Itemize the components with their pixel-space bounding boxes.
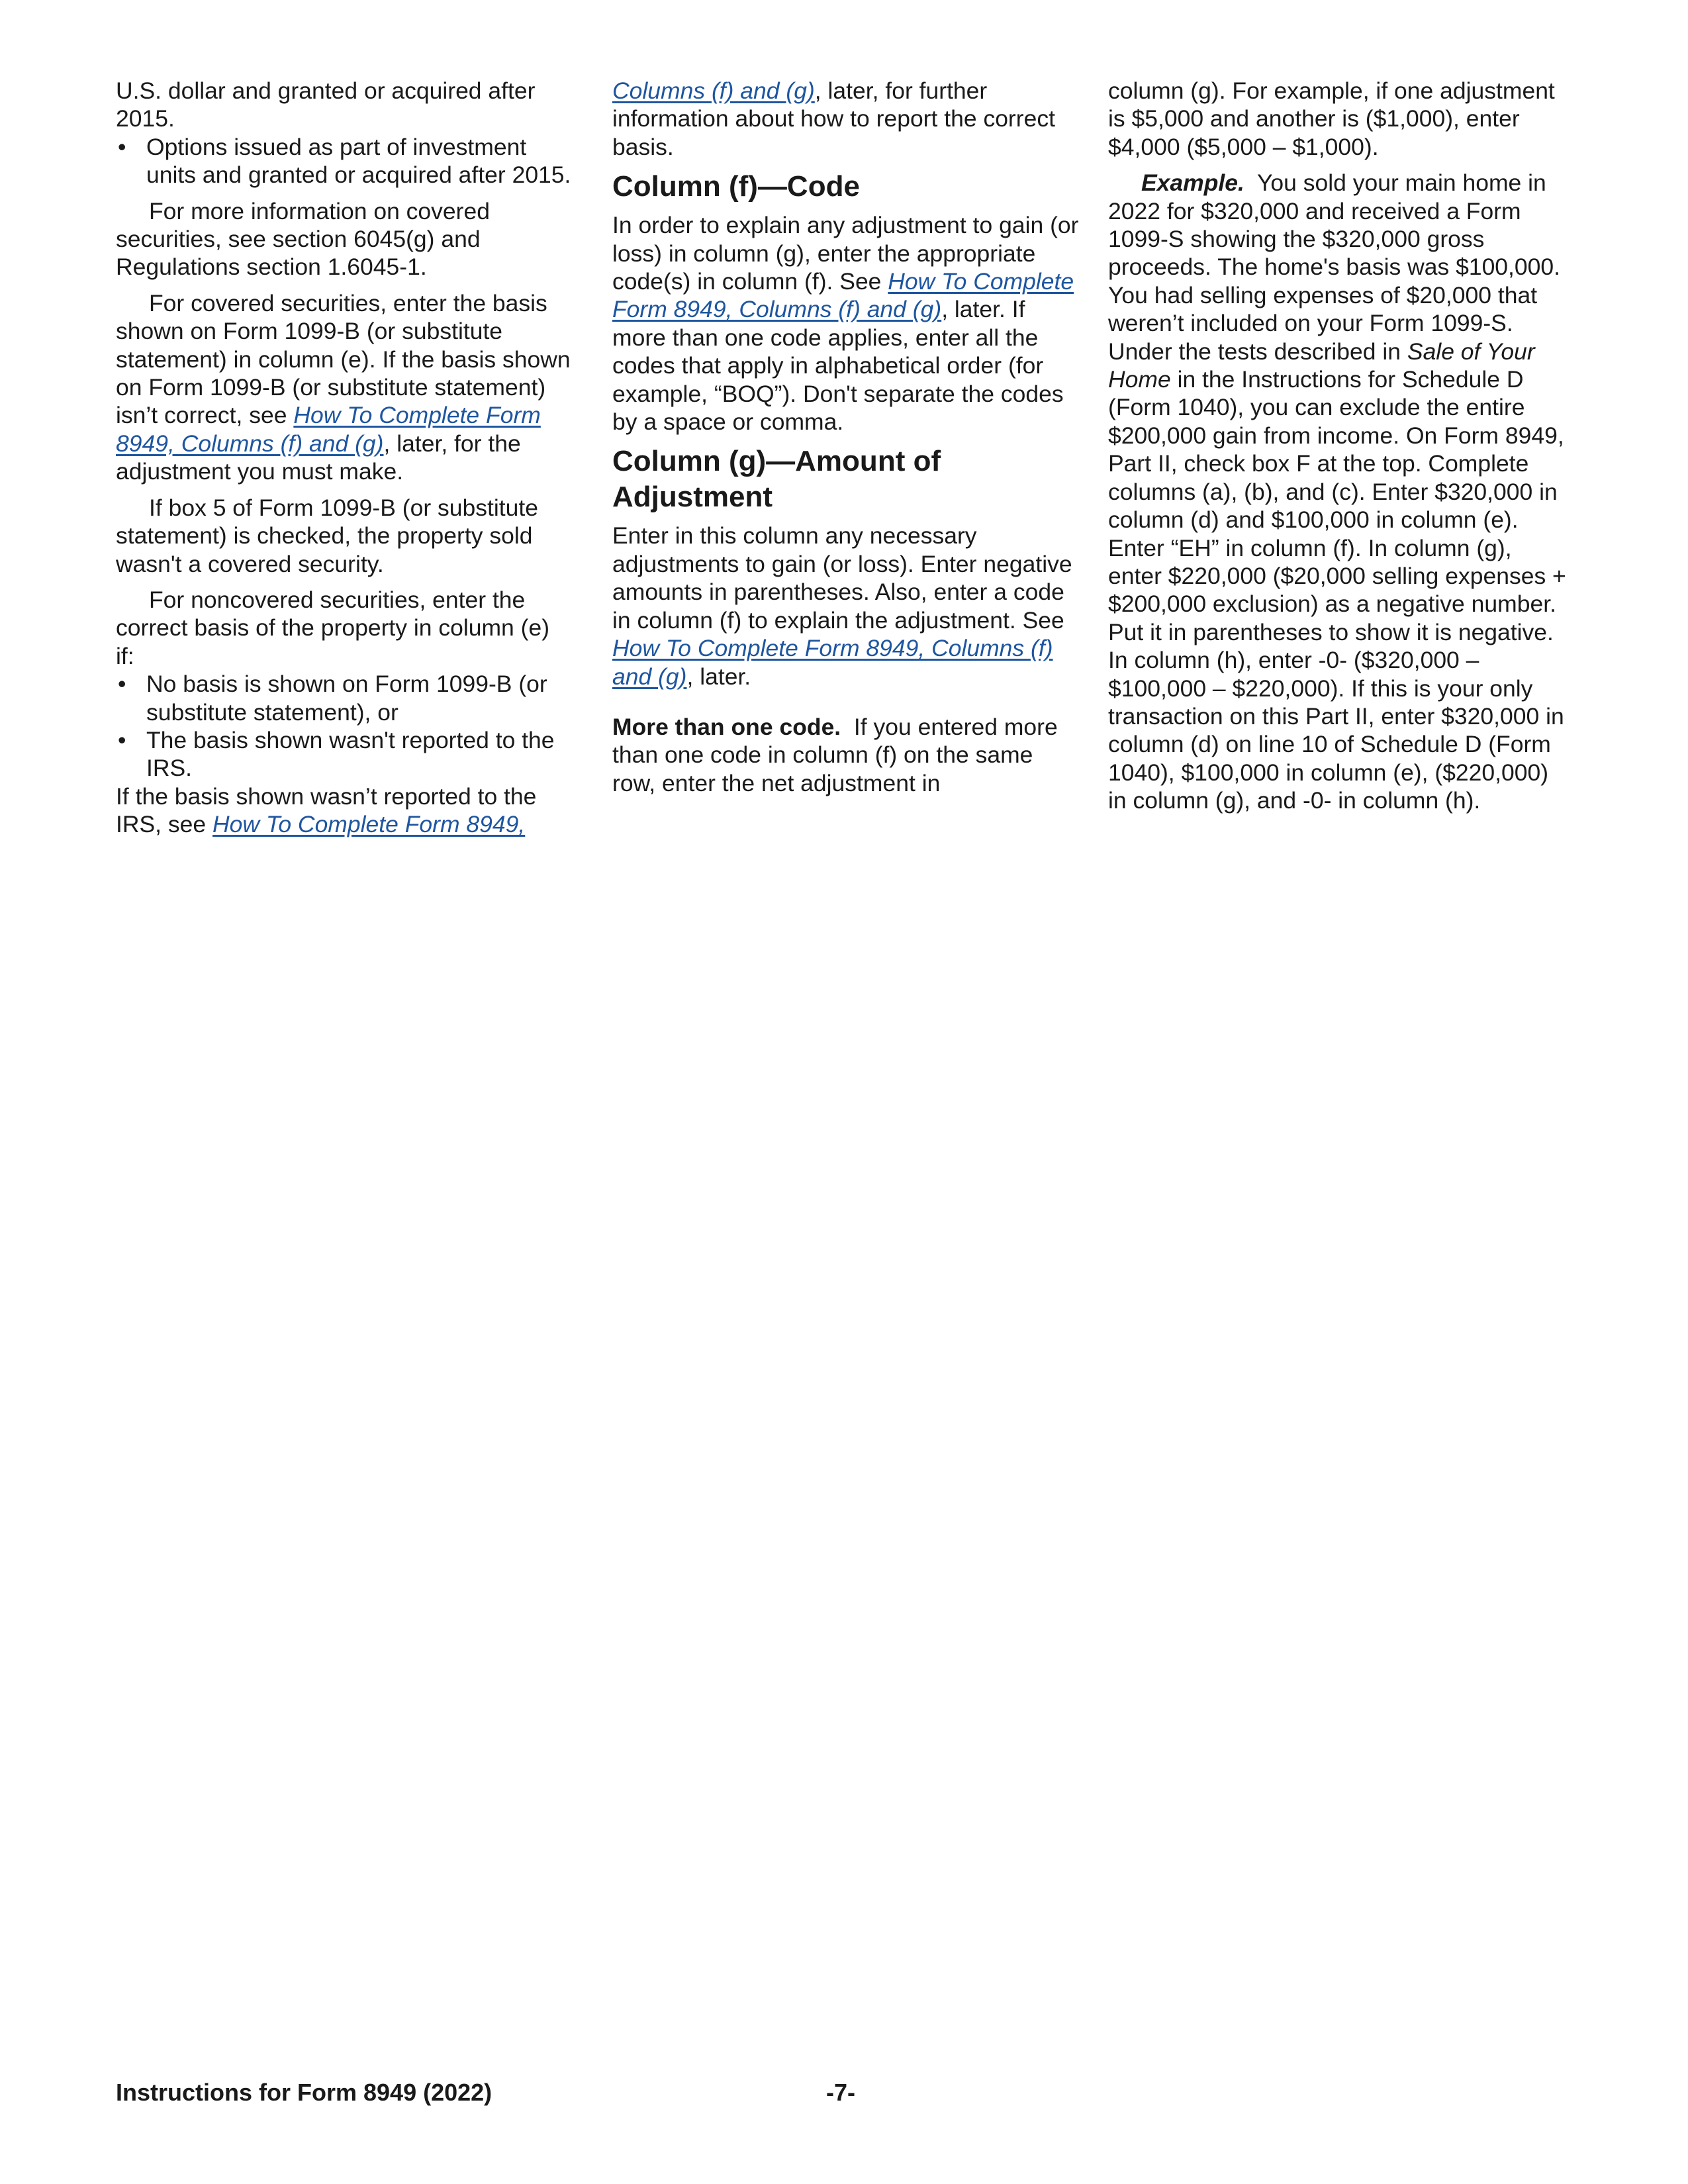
text-span: For covered securities, enter the basis shown on Form 1099-B (or substitute statement) in column (e). If the basis shown on Form 1099-B (or substitute statement) isn’t correct, see <box>116 289 571 429</box>
page-number: -7- <box>826 2079 855 2106</box>
column-2 <box>612 77 1082 805</box>
section-heading-column-g: Column (g)—Amount of Adjustment <box>612 445 941 514</box>
link-how-to-complete[interactable]: How To Complete Form 8949, <box>212 811 526 838</box>
paragraph <box>116 289 573 486</box>
text-span: You sold your main home in 2022 for $320,000 and received a Form 1099-S showing the $320,000 gross proceeds. The home's basis was $100,000. You had selling expenses of $20,000 that weren’t included on your Form 1099-S. Under the tests described in <box>1108 169 1567 365</box>
text-span: If the basis shown wasn’t reported to the IRS, see <box>116 783 537 838</box>
section-heading-column-f: Column (f)—Code <box>612 170 860 203</box>
paragraph: If box 5 of Form 1099-B (or substitute statement) is checked, the property sold wasn't a covered security. <box>116 494 538 577</box>
bullet-item <box>116 133 573 189</box>
text-span: In order to explain any adjustment to gain (or loss) in column (g), enter the appropriate code(s) in column (f). See <box>612 212 1079 295</box>
bullet-icon: • <box>118 726 126 753</box>
bullet-text: No basis is shown on Form 1099-B (or substitute statement), or <box>146 671 547 726</box>
column-3 <box>1108 77 1571 823</box>
italic-title: Sale of Your Home <box>1108 338 1535 393</box>
paragraph <box>1108 169 1571 814</box>
paragraph <box>612 211 1082 436</box>
text-span: , later. <box>686 663 751 690</box>
paragraph <box>116 783 573 839</box>
text-span: , later. If more than one code applies, enter all the codes that apply in alphabetical order (for example, “BOQ”). Don't separate the codes by a space or comma. <box>612 296 1064 436</box>
link-how-to-complete[interactable]: How To Complete Form 8949, Columns (f) and (g) <box>612 268 1074 323</box>
text-span: , later, for further information about how to report the correct basis. <box>612 77 1055 160</box>
bullet-item <box>116 726 573 783</box>
paragraph: For more information on covered securities, see section 6045(g) and Regulations section 1.6045-1. <box>116 197 490 281</box>
link-columns-f-g[interactable]: How To Complete Form 8949, Columns (f) and (g) <box>116 402 541 457</box>
bullet-item <box>116 670 573 726</box>
run-in-heading: More than one code. <box>612 713 841 740</box>
paragraph: U.S. dollar and granted or acquired after 2015. <box>116 77 536 132</box>
bullet-icon: • <box>118 671 126 698</box>
run-in-heading: Example. <box>1141 169 1244 197</box>
paragraph: column (g). For example, if one adjustment is $5,000 and another is ($1,000), enter $4,000 ($5,000 – $1,000). <box>1108 77 1555 160</box>
text-span: Enter in this column any necessary adjustments to gain (or loss). Enter negative amounts in parentheses. Also, enter a code in column (f) to explain the adjustment. See <box>612 522 1072 634</box>
column-1 <box>116 77 573 839</box>
footer-title: Instructions for Form 8949 (2022) <box>116 2079 492 2106</box>
paragraph <box>612 713 1082 797</box>
bullet-icon: • <box>118 133 126 160</box>
bullet-text: The basis shown wasn't reported to the IRS. <box>146 726 555 782</box>
text-span: If you entered more than one code in column (f) on the same row, enter the net adjustment in <box>612 713 1064 796</box>
bullet-text: Options issued as part of investment units and granted or acquired after 2015. <box>146 133 571 189</box>
paragraph: For noncovered securities, enter the correct basis of the property in column (e) if: <box>116 586 550 669</box>
paragraph <box>612 522 1082 690</box>
paragraph <box>612 77 1082 161</box>
link-columns-f-g[interactable]: Columns (f) and (g) <box>612 77 815 104</box>
text-span: in the Instructions for Schedule D (Form 1040), you can exclude the entire $200,000 gain from income. On Form 8949, Part II, check box F at the top. Complete columns (a), (b), and (c). Enter $320,000 in column (d) and $100,000 in column (e). Enter “EH” in column (f). In column (g), enter $220,000 ($20,000 selling expenses + $200,000 exclusion) as a negative number. Put it in parentheses to show it is negative. In column (h), enter -0- ($320,000 – $100,000 – $220,000). If this is your only transaction on this Part II, enter $320,000 in column (d) on line 10 of Schedule D (Form 1040), $100,000 in column (e), ($220,000) in column (g), and -0- in column (h). <box>1108 366 1566 814</box>
link-how-to-complete[interactable]: How To Complete Form 8949, Columns (f) and (g) <box>612 635 1053 690</box>
text-span: , later, for the adjustment you must make. <box>116 430 521 485</box>
